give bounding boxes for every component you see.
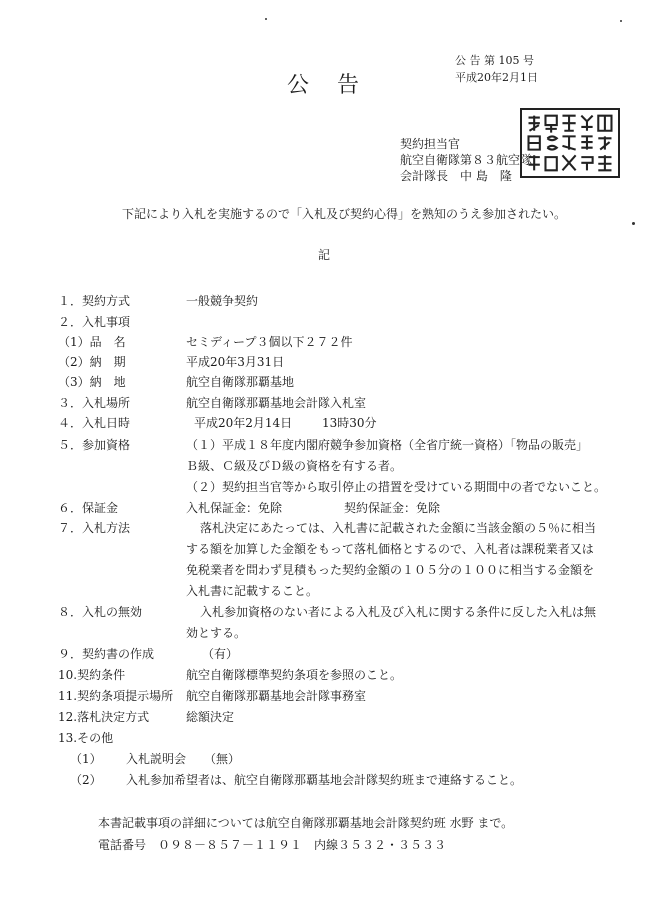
ki-heading: 記 — [318, 248, 331, 262]
item-4-label: ４．入札日時 — [58, 416, 131, 430]
item-2a-value: セミディープ３個以下２７２件 — [186, 335, 353, 349]
item-11-label: 11.契約条項提示場所 — [58, 689, 174, 703]
item-9-label: ９．契約書の作成 — [58, 647, 155, 661]
item-13-label: 13.その他 — [58, 731, 114, 745]
scan-speck — [620, 20, 622, 22]
item-12-label: 12.落札決定方式 — [58, 710, 150, 724]
item-2b-label: （2）納 期 — [58, 355, 126, 369]
contact-phone: 電話番号 ０９８－８５７－１１９１ 内線３５３２・３５３３ — [98, 838, 447, 852]
item-5-line-3: （２）契約担当官等から取引停止の措置を受けている期間中の者でないこと。 — [186, 480, 607, 494]
officer-unit: 航空自衛隊第８３航空隊 — [400, 153, 533, 167]
item-6-value-1: 入札保証金：免除 — [186, 501, 283, 515]
contact-note: 本書記載事項の詳細については航空自衛隊那覇基地会計隊契約班 水野 まで。 — [98, 816, 514, 830]
item-13a-text: 入札説明会 （無） — [126, 752, 241, 766]
item-13b-number: （2） — [70, 773, 102, 787]
item-4-date: 平成20年2月14日 — [194, 416, 293, 430]
item-7-line-1: 落札決定にあたっては、入札書に記載された金額に当該金額の５％に相当 — [200, 521, 597, 535]
official-seal-stamp — [520, 108, 620, 178]
item-7-label: ７．入札方法 — [58, 521, 131, 535]
item-8-line-1: 入札参加資格のない者による入札及び入札に関する条件に反した入札は無 — [200, 605, 597, 619]
officer-title: 契約担当官 — [400, 137, 461, 151]
item-1-value: 一般競争契約 — [186, 294, 259, 308]
item-2c-label: （3）納 地 — [58, 375, 126, 389]
item-8-label: ８．入札の無効 — [58, 605, 143, 619]
item-4-time: 13時30分 — [322, 416, 377, 430]
item-10-label: 10.契約条件 — [58, 668, 126, 682]
item-7-line-3: 免税業者を問わず見積もった契約金額の１０５分の１００に相当する金額を — [186, 563, 595, 577]
item-7-line-2: する額を加算した金額をもって落札価格とするので、入札者は課税業者又は — [186, 542, 594, 556]
seal-graphic — [522, 110, 618, 176]
item-5-line-2: Ｂ級、Ｃ級及びＤ級の資格を有する者。 — [186, 459, 403, 473]
item-6-value-2: 契約保証金：免除 — [344, 501, 441, 515]
item-13b-text: 入札参加希望者は、航空自衛隊那覇基地会計隊契約班まで連絡すること。 — [126, 773, 523, 787]
item-3-value: 航空自衛隊那覇基地会計隊入札室 — [186, 396, 367, 410]
item-2-label: ２．入札事項 — [58, 315, 131, 329]
intro-text: 下記により入札を実施するので「入札及び契約心得」を熟知のうえ参加されたい。 — [122, 207, 567, 221]
item-3-label: ３．入札場所 — [58, 396, 131, 410]
item-2c-value: 航空自衛隊那覇基地 — [186, 375, 295, 389]
item-11-value: 航空自衛隊那覇基地会計隊事務室 — [186, 689, 367, 703]
item-9-value: （有） — [202, 647, 239, 661]
notice-date: 平成20年2月1日 — [455, 71, 538, 84]
item-1-label: １．契約方式 — [58, 294, 131, 308]
item-2b-value: 平成20年3月31日 — [186, 355, 285, 369]
item-5-line-1: （１）平成１８年度内閣府競争参加資格（全省庁統一資格）「物品の販売」 — [186, 438, 589, 452]
scan-speck — [265, 18, 267, 20]
item-12-value: 総額決定 — [186, 710, 235, 724]
item-13a-number: （1） — [70, 752, 102, 766]
item-7-line-4: 入札書に記載すること。 — [186, 584, 319, 598]
item-6-label: ６．保証金 — [58, 501, 119, 515]
item-2a-label: （1）品 名 — [58, 335, 126, 349]
item-5-label: ５．参加資格 — [58, 438, 131, 452]
item-8-line-2: 効とする。 — [186, 626, 247, 640]
page-title: 公告 — [287, 73, 388, 98]
officer-name: 会計隊長 中 島 隆 — [400, 169, 512, 183]
scan-speck — [632, 222, 635, 225]
item-10-value: 航空自衛隊標準契約条項を参照のこと。 — [186, 668, 403, 682]
notice-number: 公 告 第 105 号 — [455, 54, 534, 67]
